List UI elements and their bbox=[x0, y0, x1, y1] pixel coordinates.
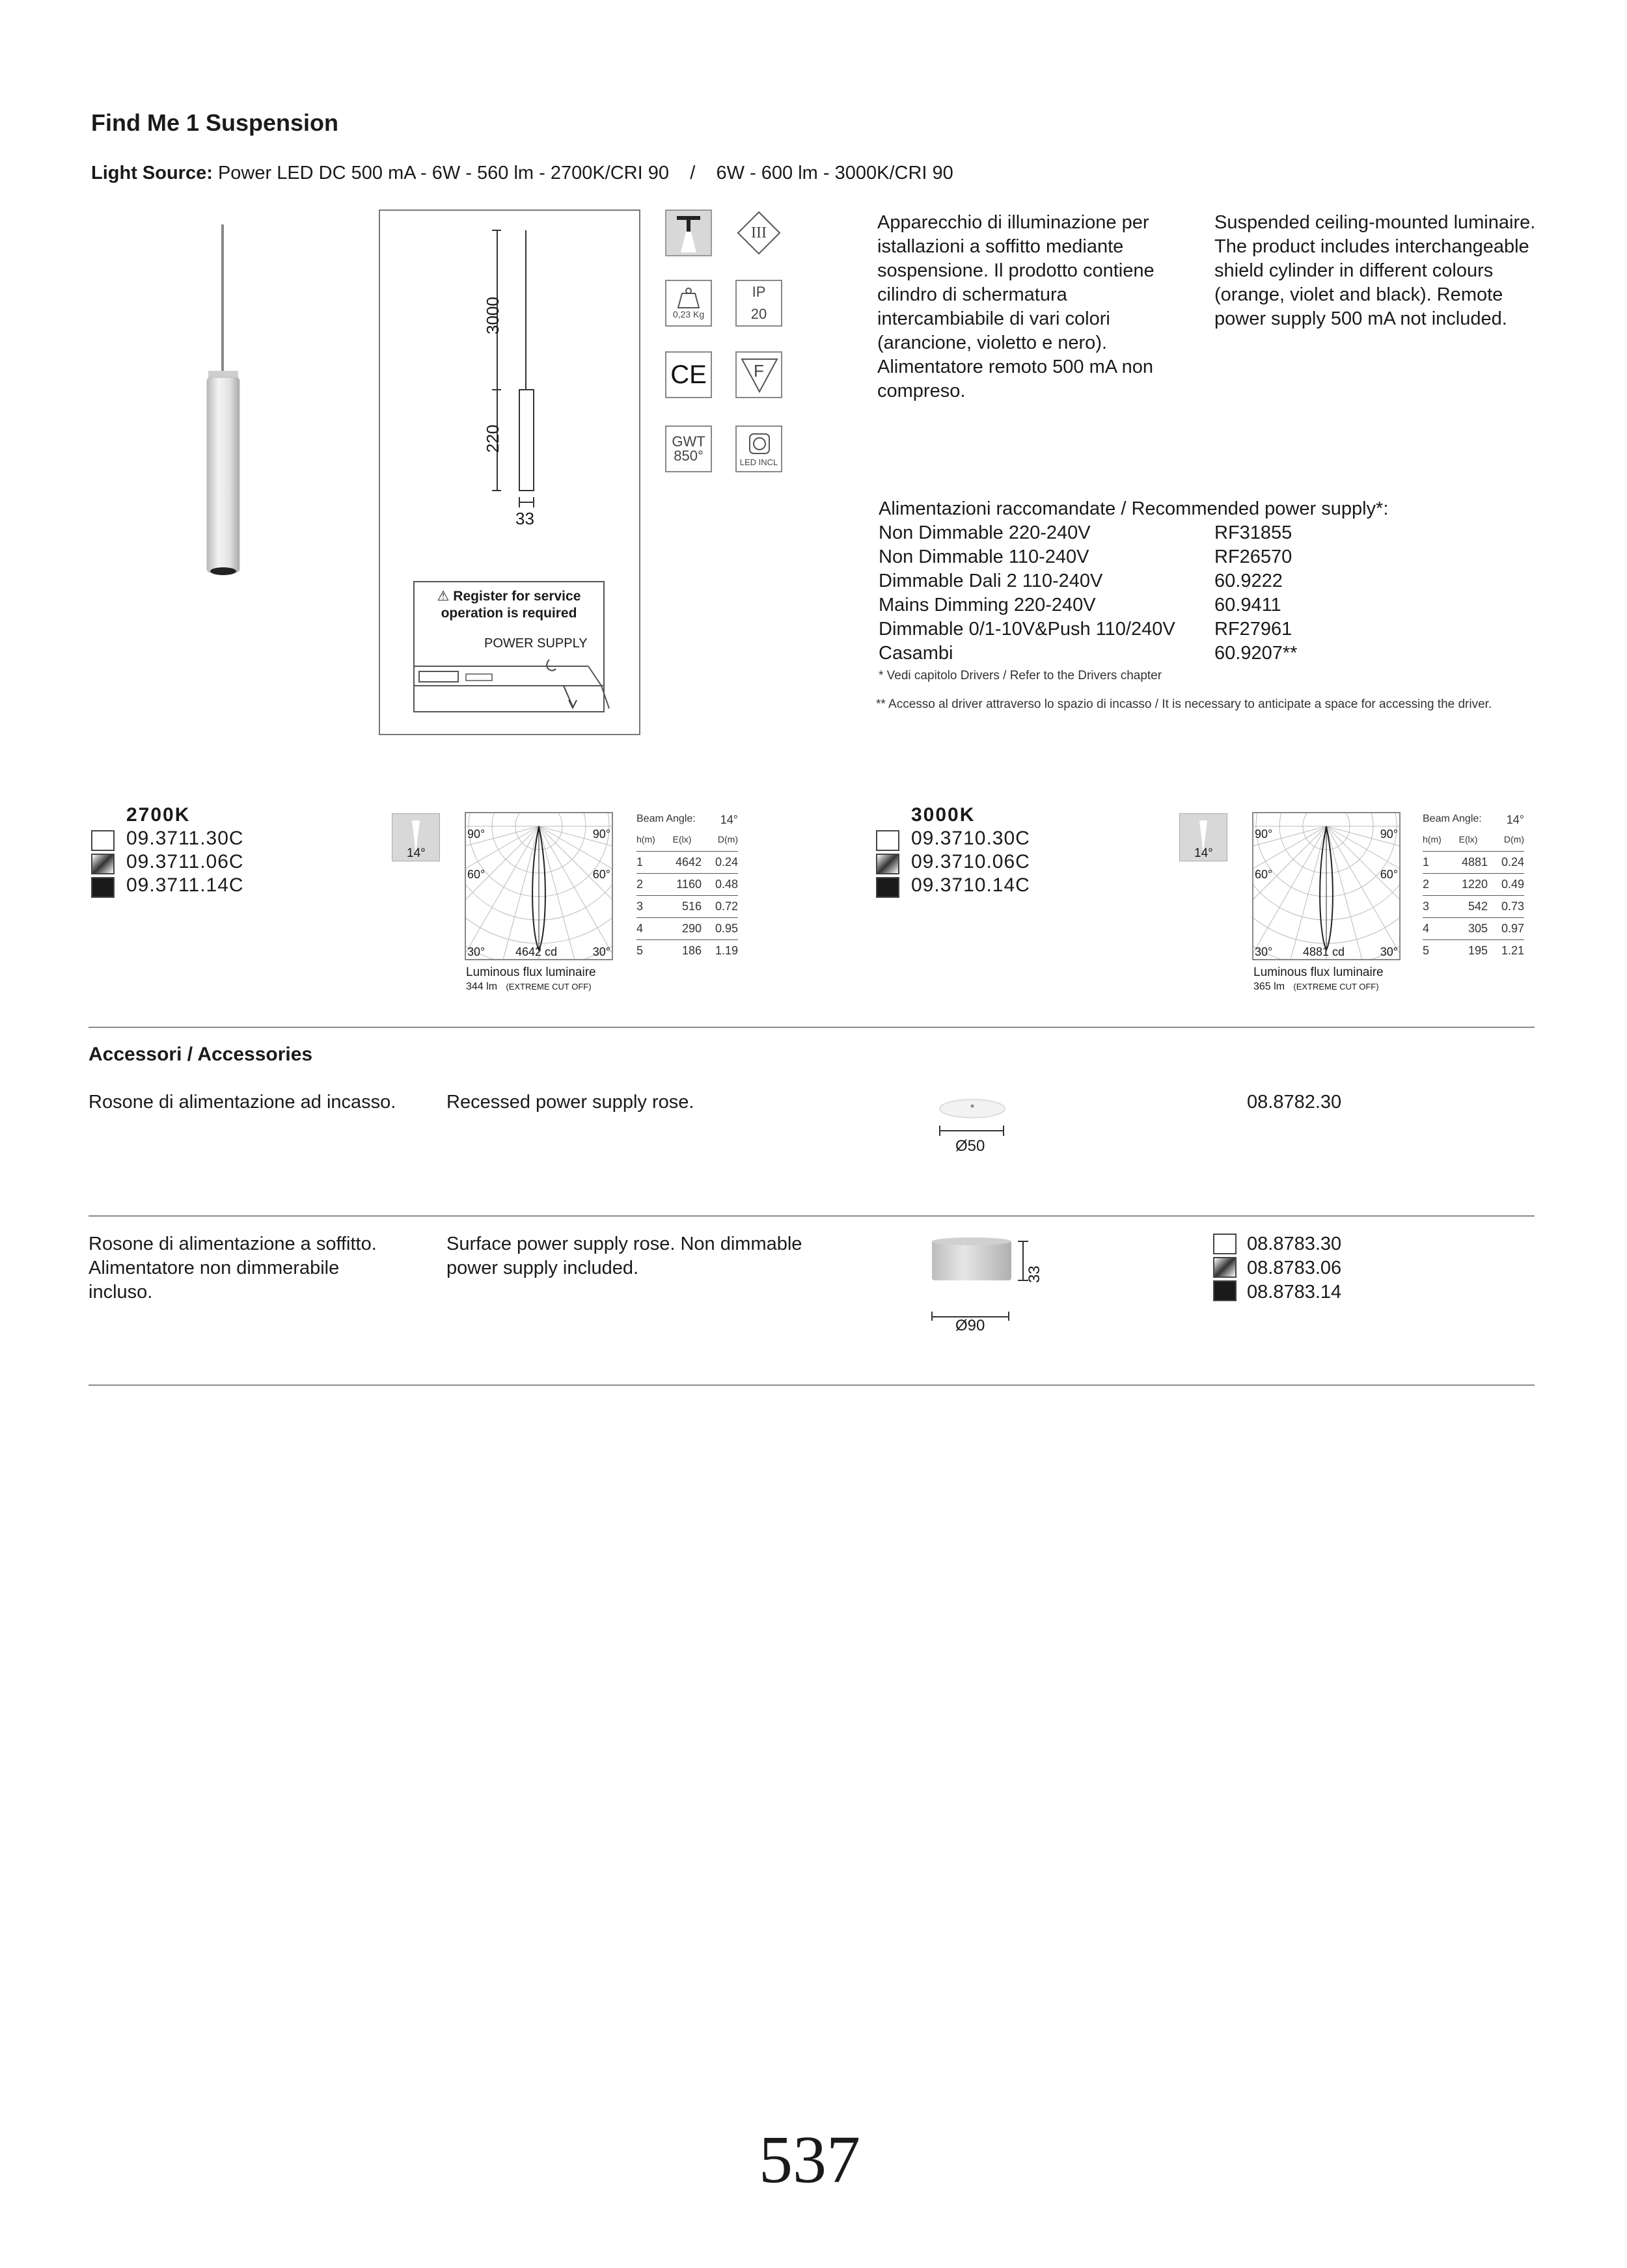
accessory-dimension-height: 33 bbox=[1026, 1265, 1043, 1283]
dim-height: 3000 bbox=[483, 297, 502, 334]
accessory-code: 08.8783.06 bbox=[1247, 1258, 1342, 1278]
color-swatch-white bbox=[1213, 1234, 1237, 1254]
illuminance-table: Beam Angle: 14° h(m) E(lx) D(m) 1 4642 0.24 2 1160 0.48 3 516 0.72 4 290 0.95 5 186 1.19 bbox=[636, 813, 738, 962]
product-code: 09.3710.06C bbox=[911, 851, 1030, 872]
polar-label: 90° bbox=[1255, 828, 1273, 841]
cct-label: 3000K bbox=[911, 804, 976, 826]
product-photo bbox=[182, 221, 267, 579]
polar-diagram bbox=[1252, 812, 1401, 960]
flux-value-row: 344 lm (EXTREME CUT OFF) bbox=[466, 981, 592, 992]
polar-candela: 4642 cd bbox=[515, 945, 558, 958]
color-swatch-black bbox=[876, 877, 899, 898]
product-code: 09.3711.30C bbox=[126, 828, 244, 849]
polar-candela: 4881 cd bbox=[1303, 945, 1345, 958]
color-swatch-chrome bbox=[91, 854, 115, 874]
product-code: 09.3711.06C bbox=[126, 851, 244, 872]
power-supply-list bbox=[879, 521, 1297, 666]
accessory-dimension: Ø50 bbox=[955, 1137, 985, 1155]
table-row: 2 1220 0.49 bbox=[1423, 874, 1524, 896]
page-number: 537 bbox=[759, 2122, 860, 2197]
product-code: 09.3710.30C bbox=[911, 828, 1030, 849]
ip-rating-icon: IP 20 bbox=[735, 280, 782, 327]
flux-value-row: 365 lm (EXTREME CUT OFF) bbox=[1253, 981, 1379, 992]
description-it: Apparecchio di illuminazione per istallazioni a soffitto mediante sospensione. Il prodotto contiene cilindro di schermatura intercambiabile di vari colori (arancione, violetto e nero). Alimentatore remoto 500 mA non compreso. bbox=[877, 212, 1155, 401]
divider bbox=[89, 1384, 1535, 1386]
service-warning bbox=[414, 588, 604, 622]
polar-diagram bbox=[465, 812, 613, 960]
light-source bbox=[91, 163, 953, 184]
table-row: 3 542 0.73 bbox=[1423, 896, 1524, 918]
accessory-desc-it: Rosone di alimentazione a soffitto. Alimentatore non dimmerabile incluso. bbox=[89, 1234, 377, 1303]
power-supply-note2: ** Accesso al driver attraverso lo spazio di incasso / It is necessary to anticipate a space for accessing the driver. bbox=[876, 697, 1492, 711]
divider bbox=[89, 1027, 1535, 1028]
table-row: 5 186 1.19 bbox=[636, 944, 738, 957]
table-row: 4 290 0.95 bbox=[636, 918, 738, 940]
beam-icon: 14° bbox=[392, 813, 440, 861]
polar-label: 90° bbox=[592, 828, 610, 841]
beam-icon: 14° bbox=[1179, 813, 1227, 861]
accessory-desc-en: Surface power supply rose. Non dimmable power supply included. bbox=[446, 1234, 802, 1278]
accessory-code: 08.8782.30 bbox=[1247, 1092, 1342, 1113]
flux-label: Luminous flux luminaire bbox=[466, 965, 596, 979]
warning-line1: Register for service bbox=[453, 589, 581, 604]
power-supply-row: Casambi 60.9207** bbox=[879, 643, 1298, 664]
polar-label: 90° bbox=[467, 828, 485, 841]
table-row: 1 4642 0.24 bbox=[636, 852, 738, 874]
warning-line2: operation is required bbox=[441, 606, 577, 621]
table-row: 5 195 1.21 bbox=[1423, 944, 1524, 957]
cct-label: 2700K bbox=[126, 804, 191, 826]
polar-label: 90° bbox=[1380, 828, 1398, 841]
light-source-label: Light Source: bbox=[91, 163, 213, 183]
dim-body: 220 bbox=[483, 424, 502, 453]
table-row: 4 305 0.97 bbox=[1423, 918, 1524, 940]
color-swatch-white bbox=[876, 830, 899, 851]
polar-label: 60° bbox=[592, 868, 610, 881]
polar-label: 30° bbox=[467, 945, 485, 958]
accessory-dimension: Ø90 bbox=[955, 1317, 985, 1334]
product-code: 09.3711.14C bbox=[126, 874, 244, 896]
surface-rose-image bbox=[929, 1236, 1040, 1321]
color-swatch-chrome bbox=[1213, 1257, 1237, 1278]
polar-label: 60° bbox=[1380, 868, 1398, 881]
ceiling-mount-icon bbox=[665, 209, 712, 256]
power-supply-heading: Alimentazioni raccomandate / Recommended power supply*: bbox=[879, 498, 1389, 519]
power-supply-row: Mains Dimming 220-240V 60.9411 bbox=[879, 595, 1281, 615]
accessory-code: 08.8783.14 bbox=[1247, 1282, 1342, 1303]
dim-diameter: 33 bbox=[515, 509, 534, 528]
table-row: 1 4881 0.24 bbox=[1423, 852, 1524, 874]
accessory-code: 08.8783.30 bbox=[1247, 1234, 1342, 1254]
power-supply-label: POWER SUPPLY bbox=[484, 636, 588, 651]
f-mark-icon: F bbox=[735, 351, 782, 398]
description-en: Suspended ceiling-mounted luminaire. The product includes interchangeable shield cylinder in different colours (orange, violet and black). Remote power supply 500 mA not included. bbox=[1214, 212, 1536, 329]
color-swatch-black bbox=[91, 877, 115, 898]
recessed-rose-image bbox=[937, 1093, 1015, 1139]
power-supply-row: Dimmable 0/1-10V&Push 110/240V RF27961 bbox=[879, 619, 1292, 640]
divider bbox=[89, 1215, 1535, 1217]
light-source-value: Power LED DC 500 mA - 6W - 560 lm - 2700K/CRI 90 / 6W - 600 lm - 3000K/CRI 90 bbox=[217, 163, 953, 183]
power-supply-row: Non Dimmable 220-240V RF31855 bbox=[879, 522, 1292, 543]
accessories-heading: Accessori / Accessories bbox=[89, 1044, 313, 1065]
polar-label: 30° bbox=[1255, 945, 1273, 958]
class-iii-icon: III bbox=[735, 209, 782, 256]
product-code: 09.3710.14C bbox=[911, 874, 1030, 896]
weight-icon: 0,23 Kg bbox=[665, 280, 712, 327]
accessory-desc-it: Rosone di alimentazione ad incasso. bbox=[89, 1092, 396, 1113]
accessory-desc-en: Recessed power supply rose. bbox=[446, 1092, 694, 1113]
polar-label: 60° bbox=[1255, 868, 1273, 881]
technical-drawing bbox=[379, 209, 640, 735]
color-swatch-white bbox=[91, 830, 115, 851]
color-swatch-black bbox=[1213, 1280, 1237, 1301]
polar-label: 30° bbox=[1380, 945, 1398, 958]
illuminance-table: Beam Angle: 14° h(m) E(lx) D(m) 1 4881 0.24 2 1220 0.49 3 542 0.73 4 305 0.97 5 195 1.21 bbox=[1423, 813, 1524, 962]
power-supply-row: Non Dimmable 110-240V RF26570 bbox=[879, 547, 1292, 567]
ce-icon: CE bbox=[665, 351, 712, 398]
page-title: Find Me 1 Suspension bbox=[91, 109, 339, 136]
flux-label: Luminous flux luminaire bbox=[1253, 965, 1384, 979]
gwt-icon: GWT 850° bbox=[665, 425, 712, 472]
power-supply-note1: * Vedi capitolo Drivers / Refer to the Drivers chapter bbox=[879, 669, 1162, 682]
table-row: 3 516 0.72 bbox=[636, 896, 738, 918]
warning-icon: ⚠ bbox=[437, 589, 450, 604]
color-swatch-chrome bbox=[876, 854, 899, 874]
led-included-icon: LED INCL bbox=[735, 425, 782, 472]
polar-label: 30° bbox=[592, 945, 610, 958]
polar-label: 60° bbox=[467, 868, 485, 881]
table-row: 2 1160 0.48 bbox=[636, 874, 738, 896]
power-supply-row: Dimmable Dali 2 110-240V 60.9222 bbox=[879, 571, 1283, 591]
